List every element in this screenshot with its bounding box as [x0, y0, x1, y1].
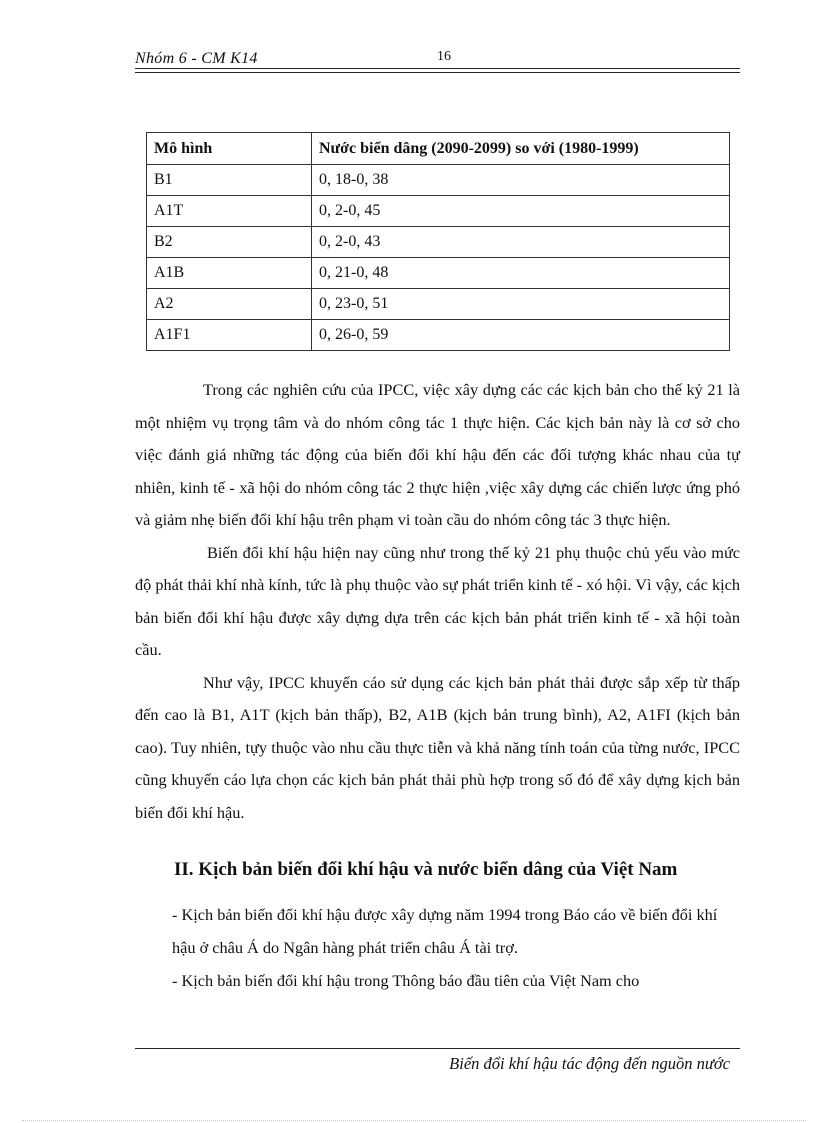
- page-footer: [135, 1048, 740, 1073]
- value-cell: 0, 18-0, 38: [312, 165, 730, 196]
- model-cell: B1: [147, 165, 312, 196]
- list-item: - Kịch bản biến đổi khí hậu được xây dựng năm 1994 trong Báo cáo về biến đổi khí hậu ở châu Á do Ngân hàng phát triển châu Á tài trợ.: [172, 905, 718, 957]
- body-text: [135, 374, 740, 829]
- bullet-list: [172, 898, 742, 997]
- list-item: - Kịch bản biến đổi khí hậu trong Thông báo đầu tiên của Việt Nam cho: [172, 971, 640, 990]
- table-row: [147, 320, 730, 351]
- model-cell: A1B: [147, 258, 312, 289]
- model-cell: A2: [147, 289, 312, 320]
- table-row: [147, 227, 730, 258]
- column-header-model: Mô hình: [147, 133, 312, 165]
- value-cell: 0, 21-0, 48: [312, 258, 730, 289]
- paragraph-emissions: Biến đổi khí hậu hiện nay cũng như trong thế kỷ 21 phụ thuộc chủ yếu vào mức độ phát thải khí nhà kính, tức là phụ thuộc vào sự phát triển kinh tế - xó hội. Vì vậy, các kịch bản biến đổi khí hậu được xây dựng dựa trên các kịch bản phát triển kinh tế - xã hội toàn cầu.: [135, 542, 740, 659]
- table-row: [147, 258, 730, 289]
- value-cell: 0, 2-0, 45: [312, 196, 730, 227]
- section-heading: II. Kịch bản biến đổi khí hậu và nước biển dâng của Việt Nam: [174, 859, 678, 880]
- page-bottom-divider: [22, 1120, 806, 1121]
- value-cell: 0, 26-0, 59: [312, 320, 730, 351]
- footer-rule: [135, 1048, 740, 1049]
- column-header-sea-level: Nước biển dâng (2090-2099) so với (1980-1999): [312, 133, 730, 165]
- paragraph-recommendation: Như vậy, IPCC khuyến cáo sử dụng các kịch bản phát thải được sắp xếp từ thấp đến cao là B1, A1T (kịch bản thấp), B2, A1B (kịch bản trung bình), A2, A1FI (kịch bản cao). Tuy nhiên, tựy thuộc vào nhu cầu thực tiễn và khả năng tính toán của từng nước, IPCC cũng khuyến cáo lựa chọn các kịch bản phát thải phù hợp trong số đó để xây dựng kịch bản biến đổi khí hậu.: [135, 672, 740, 822]
- table-header-row: [147, 133, 730, 165]
- table-row: [147, 196, 730, 227]
- model-cell: A1T: [147, 196, 312, 227]
- model-cell: A1F1: [147, 320, 312, 351]
- page-number: 16: [437, 49, 451, 64]
- value-cell: 0, 2-0, 43: [312, 227, 730, 258]
- model-cell: B2: [147, 227, 312, 258]
- paragraph-ipcc-scenarios: Trong các nghiên cứu của IPCC, việc xây dựng các các kịch bản cho thế kỷ 21 là một nhiệm vụ trọng tâm và do nhóm công tác 1 thực hiện. Các kịch bản này là cơ sở cho việc đánh giá những tác động của biến đổi khí hậu đến các đối tượng khác nhau của tự nhiên, kinh tế - xã hội do nhóm công tác 2 thực hiện ,việc xây dựng các chiến lược ứng phó và giảm nhẹ biến đổi khí hậu trên phạm vi toàn cầu do nhóm công tác 3 thực hiện.: [135, 380, 740, 529]
- group-label: Nhóm 6 - CM K14: [135, 50, 258, 67]
- page-header: [135, 46, 740, 72]
- table-row: [147, 165, 730, 196]
- value-cell: 0, 23-0, 51: [312, 289, 730, 320]
- sea-level-table: [146, 132, 730, 351]
- footer-title: Biến đổi khí hậu tác động đến nguồn nước: [449, 1054, 730, 1073]
- table-row: [147, 289, 730, 320]
- header-rule-thin: [135, 72, 740, 73]
- header-rule: [135, 68, 740, 69]
